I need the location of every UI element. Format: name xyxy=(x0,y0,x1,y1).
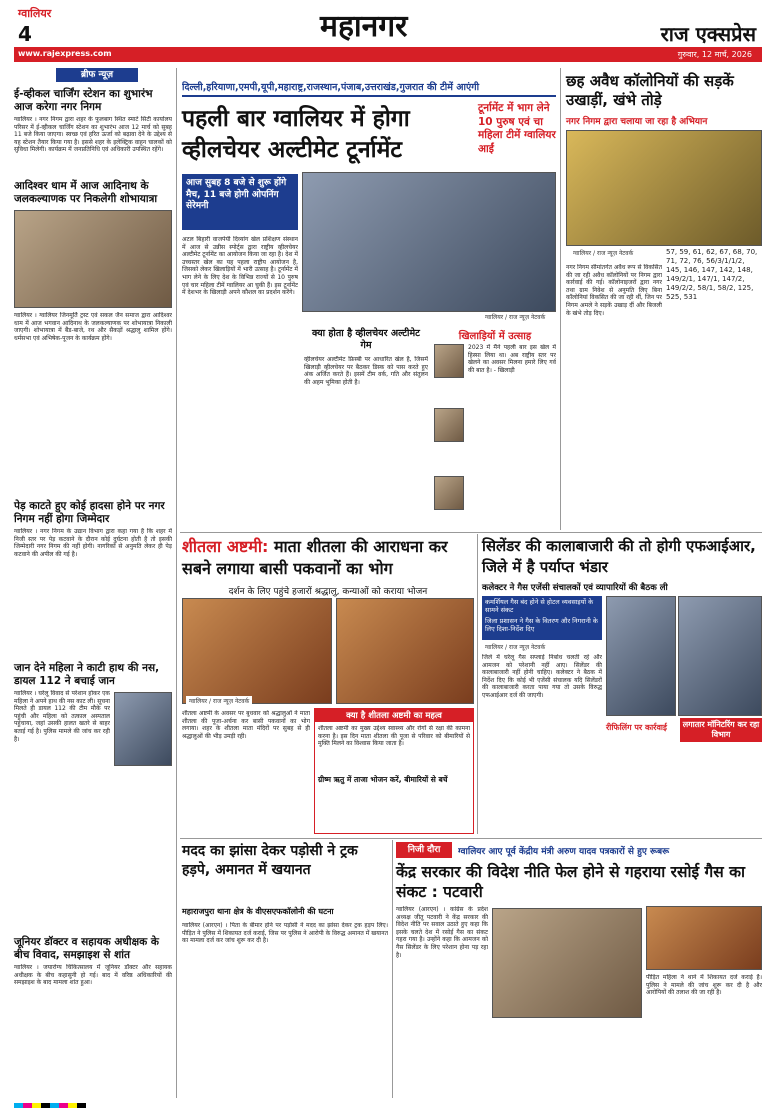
brief-title-4: जान देने महिला ने काटी हाथ की नस, डायल 112 ने बचाई जान xyxy=(14,662,160,687)
colonies-body: नगर निगम सीमांतर्गत अवैध रूप से विकसित की जा रही अवैध कॉलोनियों पर निगम द्वारा कार्रवाई की गई। कॉलोनाइजरों द्वारा नगर तथा ग्राम निवेश से अनुमति लिए बिना कॉलोनियां विकसित की जा रही थीं, जिन पर निगम अमले ने सड़कें उखाड़ दीं और बिजली के खंभे तोड़ दिए। xyxy=(566,264,662,317)
colonies-sub: नगर निगम द्वारा चलाया जा रहा है अभियान xyxy=(566,117,708,127)
gas-tag: निजी दौरा xyxy=(396,842,452,858)
sheetla-tag: शीतला अष्टमी xyxy=(182,537,262,556)
column-divider xyxy=(477,534,478,834)
cylinder-monitor-title: लगातार मॉनिटरिंग कर रहा विभाग xyxy=(680,718,762,742)
main-story xyxy=(182,80,556,530)
main-kicker: दिल्ली,हरियाणा,एमपी,यूपी,महाराष्ट्र,राजस्थान,पंजाब,उत्तराखंड,गुजरात की टीमें आएंगी xyxy=(182,80,556,97)
brief-photo-1 xyxy=(14,210,172,308)
fraud-story xyxy=(182,842,388,1098)
cylinder-byline: ग्वालियर / राज न्यूज़ नेटवर्क xyxy=(482,642,548,652)
column-divider xyxy=(392,840,393,1098)
page-header xyxy=(0,0,778,66)
page-number: 4 xyxy=(18,22,32,46)
sheetla-byline: ग्वालियर / राज न्यूज़ नेटवर्क xyxy=(186,696,252,706)
column-divider xyxy=(560,68,561,530)
gas-side-body: पीड़ित महिला ने थाने में शिकायत दर्ज कराई है। पुलिस ने मामले की जांच शुरू कर दी है और आरोपियों की तलाश की जा रही है। xyxy=(646,974,762,997)
brief-column xyxy=(14,68,172,1100)
cylinder-sub: कलेक्टर ने गैस एजेंसी संचालकों एवं व्यापारियों की बैठक ली xyxy=(482,583,668,593)
enthusiasm-photo-3 xyxy=(434,476,464,510)
main-box-body: व्हीलचेयर अल्टीमेट फ्रिस्बी पर आधारित खेल है, जिसमें खिलाड़ी व्हीलचेयर पर बैठकर डिस्क को पास करते हुए अंक अर्जित करते हैं। इसमें टीम वर्क, गति और संतुलन की अहम भूमिका होती है। xyxy=(304,356,428,386)
cylinder-photo-2 xyxy=(678,596,762,716)
main-body: अटल बिहारी वाजपेयी दिव्यांग खेल प्रशिक्षण संस्थान में आज से उन्नीस स्पोर्ट्स द्वारा राष्ट्रीय व्हीलचेयर अल्टीमेट टूर्नामेंट का आयोजन किया जा रहा है। देश में उच्चस्तर खेल का यह पहला राष्ट्रीय आयोजन है, जिसको लेकर खिलाड़ियों में भारी उत्साह है। टूर्नामेंट में भाग लेने के लिए देश के विभिन्न राज्यों से 10 पुरुष एवं चार महिला टीमें ग्वालियर आ चुकी हैं। इस टूर्नामेंट में देशभर के खिलाड़ी अपने कौशल का प्रदर्शन करेंगे। xyxy=(182,236,298,297)
sheetla-box xyxy=(314,708,474,834)
cylinder-photo-1 xyxy=(606,596,676,716)
sheetla-colon: : xyxy=(262,537,274,556)
fraud-sub: महाराजपुरा थाना क्षेत्र के वीएसएफकॉलोनी की घटना xyxy=(182,907,334,916)
gas-headline: केंद्र सरकार की विदेश नीति फेल होने से गहराया रसोई गैस का संकट : पटवारी xyxy=(396,863,746,901)
main-box-title: क्या होता है व्हीलचेयर अल्टीमेट गेम xyxy=(312,328,420,351)
cylinder-bullet-1: कमर्शियल गैस बंद होने से होटल व्यवसाइयों के सामने संकट xyxy=(485,598,594,614)
gas-body: ग्वालियर (आरएन) । कांग्रेस के प्रदेश अध्यक्ष जीतू पटवारी ने केंद्र सरकार की विदेश नीति पर सवाल उठाते हुए कहा कि इसके चलते देश में रसोई गैस का संकट गहरा गया है। उन्होंने कहा कि आमजन को गैस सिलेंडर के लिए परेशान होना पड़ रहा है। xyxy=(396,906,488,959)
sheetla-headline-wrap xyxy=(182,536,474,580)
sheetla-box-title-2: ग्रीष्म ऋतु में ताजा भोजन करें, बीमारियों से बचें xyxy=(318,775,448,784)
main-byline: ग्वालियर / राज न्यूज़ नेटवर्क xyxy=(482,312,548,322)
brief-photo-2 xyxy=(114,692,172,766)
enthusiasm-photo-1 xyxy=(434,344,464,378)
gas-kicker: ग्वालियर आए पूर्व केंद्रीय मंत्री अरुण यादव पत्रकारों से हुए रूबरू xyxy=(458,847,670,857)
gas-side-photo xyxy=(646,906,762,970)
brief-body-1: ग्वालियर । नगर निगम द्वारा शहर के फूलबाग स्थित स्मार्ट सिटी कार्यालय परिसर में ई-व्हीकल चार्जिंग स्टेशन का शुभारंभ आज 12 मार्च को सुबह 11 बजे किया जाएगा। स्वच्छ एवं हरित ऊर्जा को बढ़ावा देने के उद्देश्य से यह स्टेशन तैयार किया गया है। इससे शहर के इलेक्ट्रिक वाहन चालकों को सुविधा मिलेगी। कार्यक्रम में जनप्रतिनिधि एवं अधिकारी उपस्थित रहेंगे। xyxy=(14,116,172,154)
brief-title-5: जूनियर डॉक्टर व सहायक अधीक्षक के बीच विवाद, समझाइश से शांत xyxy=(14,936,159,961)
enthusiasm-body: 2023 में मैंने पहली बार इस खेल में हिस्सा लिया था। अब राष्ट्रीय स्तर पर खेलने का अवसर मिलना हमारे लिए गर्व की बात है। - खिलाड़ी xyxy=(468,344,556,374)
colonies-headline: छह अवैध कॉलोनियों की सड़कें उखाड़ीं, खंभे तोड़े xyxy=(566,72,734,109)
brief-body-4: ग्वालियर । घरेलू विवाद से परेशान होकर एक महिला ने अपने हाथ की नस काट ली। सूचना मिलते ही डायल 112 की टीम मौके पर पहुंची और महिला को तत्काल अस्पताल पहुंचाया, जहां उसकी हालत खतरे से बाहर बताई गई है। पुलिस मामले की जांच कर रही है। xyxy=(14,690,110,743)
cylinder-bullets xyxy=(482,596,602,640)
sheetla-headline: माता शीतला की आराधना कर सबने लगाया बासी पकवानों का भोग xyxy=(182,537,448,578)
brief-title-2: आदिश्वर धाम में आज आदिनाथ के जलकल्याणक पर निकलेगी शोभायात्रा xyxy=(14,180,158,205)
section-title: महानगर xyxy=(320,9,408,44)
gas-story xyxy=(396,842,762,1098)
cylinder-bullet-2: जिला प्रशासन ने गैस के वितरण और निगरानी के लिए दिशा-निर्देश दिए xyxy=(485,617,598,633)
city-label: ग्वालियर xyxy=(18,7,52,20)
colonies-byline: ग्वालियर / राज न्यूज़ नेटवर्क xyxy=(570,248,636,258)
main-photo xyxy=(302,172,556,312)
sheetla-box-body: शीतला अष्टमी का मुख्य उद्देश्य स्वास्थ्य और रोगों से रक्षा की कामना करना है। इस दिन माता शीतला की पूजा से परिवार को बीमारियों से मुक्ति मिलने का विश्वास किया जाता है। xyxy=(318,725,470,748)
enthusiasm-box xyxy=(434,328,556,528)
website-link[interactable]: www.rajexpress.com xyxy=(18,49,112,58)
cylinder-body: जिले में घरेलू गैस सप्लाई निर्बाध चलती रहे और आमजन को परेशानी नहीं आए। सिलेंडर की कालाबाजारी नहीं होनी चाहिए। कलेक्टर ने बैठक में निर्देश दिए कि कोई भी एजेंसी संचालक यदि सिलेंडरों की कालाबाजारी करता पाया गया तो उसके विरुद्ध एफआईआर दर्ज की जाएगी। xyxy=(482,654,602,699)
cylinder-story xyxy=(482,536,762,834)
section-divider xyxy=(180,532,762,533)
paper-name: राज एक्सप्रेस xyxy=(660,22,756,46)
column-divider xyxy=(176,68,177,1098)
color-registration-strip xyxy=(14,1098,762,1108)
sheetla-photo-1 xyxy=(182,598,332,704)
sheetla-body: शीतला अष्टमी के अवसर पर बुधवार को श्रद्धालुओं ने माता शीतला की पूजा-अर्चना कर बासी पकवानों का भोग लगाया। शहर के शीतला माता मंदिरों पर सुबह से ही श्रद्धालुओं की भीड़ उमड़ी रही। xyxy=(182,710,310,740)
header-rule xyxy=(14,47,762,62)
enthusiasm-title: खिलाड़ियों में उत्साह xyxy=(458,331,532,342)
brief-body-3: ग्वालियर । नगर निगम के उद्यान विभाग द्वारा कहा गया है कि शहर में निजी स्तर पर पेड़ कटवाने के दौरान कोई दुर्घटना होती है तो इसकी जिम्मेदारी नगर निगम की नहीं होगी। नागरिकों से अनुमति लेकर ही पेड़ कटवाने की अपील की गई है। xyxy=(14,528,172,558)
cylinder-headline: सिलेंडर की कालाबाजारी की तो होगी एफआईआर, जिले में है पर्याप्त भंडार xyxy=(482,537,756,576)
gas-photo xyxy=(492,908,642,1018)
brief-body-5: ग्वालियर । जयारोग्य चिकित्सालय में जूनियर डॉक्टर और सहायक अधीक्षक के बीच कहासुनी हो गई। बाद में वरिष्ठ अधिकारियों की समझाइश के बाद मामला शांत हुआ। xyxy=(14,964,172,987)
main-timing-box: आज सुबह 8 बजे से शुरू होंगे मैच, 11 बजे होगी ओपनिंग सेरेमनी xyxy=(182,174,298,230)
brief-body-2: ग्वालियर । ग्वालियर जिनमूर्ति ट्रस्ट एवं सकल जैन समाज द्वारा आदिश्वर धाम में आज भगवान आदिनाथ के जलकल्याणक पर शोभायात्रा निकाली जाएगी। शोभायात्रा में बैंड-बाजे, रथ और सैकड़ों श्रद्धालु शामिल होंगे। धर्मसभा एवं अभिषेक-पूजन के कार्यक्रम होंगे। xyxy=(14,312,172,342)
brief-title-3: पेड़ काटते हुए कोई हादसा होने पर नगर निगम नहीं होगा जिम्मेदार xyxy=(14,500,165,525)
main-box xyxy=(302,328,430,528)
enthusiasm-photo-2 xyxy=(434,408,464,442)
sheetla-story xyxy=(182,536,474,834)
main-side-note: टूर्नामेंट में भाग लेने 10 पुरुष एवं चा महिला टीमें ग्वालियर आईं xyxy=(478,102,556,155)
fraud-body: ग्वालियर (आरएन) । पिता के बीमार होने पर पड़ोसी ने मदद का झांसा देकर ट्रक हड़प लिए। पीड़ित ने पुलिस में शिकायत दर्ज कराई, जिस पर पुलिस ने आरोपी के विरुद्ध अमानत में खयानत का मामला दर्ज कर जांच शुरू कर दी है। xyxy=(182,922,388,945)
fraud-headline: मदद का झांसा देकर पड़ोसी ने ट्रक हड़पे, अमानत में खयानत xyxy=(182,843,358,878)
issue-date: गुरुवार, 12 मार्च, 2026 xyxy=(677,50,752,59)
brief-title-1: ई-व्हीकल चार्जिंग स्टेशन का शुभारंभ आज करेगा नगर निगम xyxy=(14,88,153,113)
cylinder-report-title: रीफिलिंग पर कार्रवाई xyxy=(606,723,667,732)
section-divider xyxy=(180,838,762,839)
main-headline: पहली बार ग्वालियर में होगा व्हीलचेयर अल्टीमेट टूर्नामेंट xyxy=(182,106,410,163)
sheetla-box-title: क्या है शीतला अष्टमी का महत्व xyxy=(315,709,473,722)
sheetla-photo-2 xyxy=(336,598,474,704)
sheetla-sub: दर्शन के लिए पहुंचे हजारों श्रद्धालु, कन्याओं को कराया भोजन xyxy=(228,587,428,597)
colonies-story xyxy=(566,70,762,532)
colonies-numbers: 57, 59, 61, 62, 67, 68, 70, 71, 72, 76, 56/3/1/1/2, 145, 146, 147, 142, 148, 149/2/1, 147/1, 147/2, 149/2/2, 58/1, 58/2, 125, 525, 531 xyxy=(666,248,758,301)
colonies-photo xyxy=(566,130,762,246)
brief-label: ब्रीफ न्यूज़ xyxy=(56,68,138,82)
